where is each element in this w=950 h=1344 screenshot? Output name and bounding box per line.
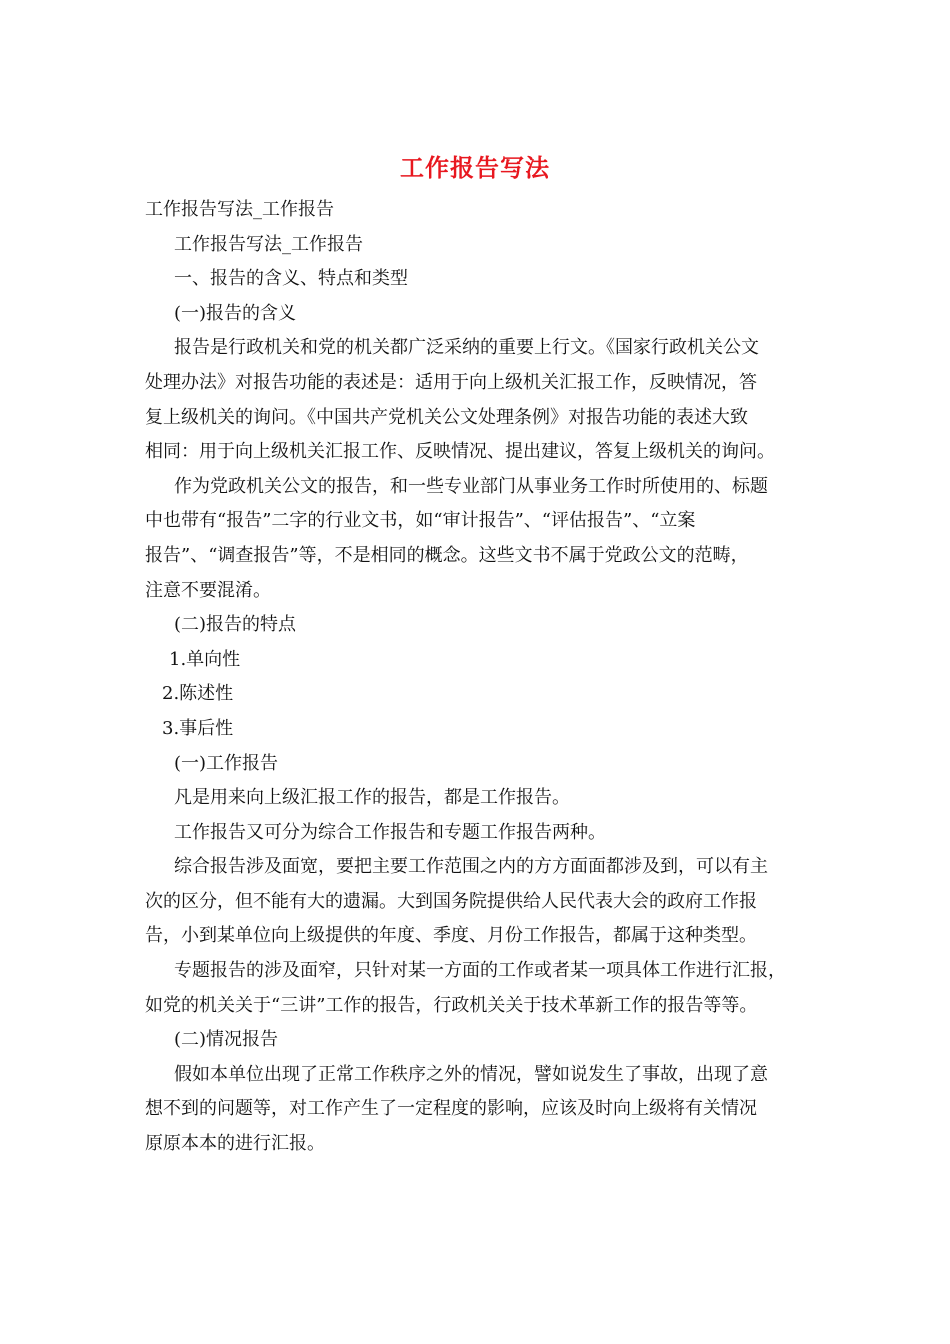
text-line: (二)情况报告 <box>174 1029 279 1051</box>
text-line: 工作报告又可分为综合工作报告和专题工作报告两种。 <box>174 821 606 843</box>
text-line: 中也带有“报告”二字的行业文书，如“审计报告”、“评估报告”、“立案 <box>145 510 696 532</box>
text-line: 工作报告写法_工作报告 <box>145 199 334 220</box>
text-line: 相同：用于向上级机关汇报工作、反映情况、提出建议，答复上级机关的询问。 <box>145 441 775 463</box>
text-line: 作为党政机关公文的报告，和一些专业部门从事业务工作时所使用的、标题 <box>174 475 768 497</box>
text-line: (二)报告的特点 <box>174 614 297 636</box>
text-line: 2.陈述性 <box>162 683 234 705</box>
text-line: 如党的机关关于“三讲”工作的报告，行政机关关于技术革新工作的报告等等。 <box>145 994 758 1016</box>
document-body <box>145 193 815 1162</box>
text-line: 一、报告的含义、特点和类型 <box>174 268 408 290</box>
text-line: 次的区分，但不能有大的遗漏。大到国务院提供给人民代表大会的政府工作报 <box>145 890 757 912</box>
text-line: 报告”、“调查报告”等，不是相同的概念。这些文书不属于党政公文的范畴， <box>145 544 749 566</box>
text-line: 处理办法》对报告功能的表述是：适用于向上级机关汇报工作，反映情况，答 <box>145 371 757 393</box>
text-line: 专题报告的涉及面窄，只针对某一方面的工作或者某一项具体工作进行汇报， <box>174 960 786 982</box>
text-line: 1.单向性 <box>169 648 241 670</box>
text-line: 原原本本的进行汇报。 <box>145 1133 325 1155</box>
text-line: 注意不要混淆。 <box>145 579 271 601</box>
document-title: 工作报告写法 <box>400 153 550 182</box>
text-line: 3.事后性 <box>162 717 234 739</box>
text-line: 想不到的问题等，对工作产生了一定程度的影响，应该及时向上级将有关情况 <box>145 1098 757 1120</box>
text-line: 报告是行政机关和党的机关都广泛采纳的重要上行文。《国家行政机关公文 <box>174 337 759 359</box>
text-line: 假如本单位出现了正常工作秩序之外的情况，譬如说发生了事故，出现了意 <box>174 1063 768 1085</box>
text-line: (一)工作报告 <box>174 752 279 774</box>
text-line: 复上级机关的询问。《中国共产党机关公文处理条例》对报告功能的表述大致 <box>145 406 748 428</box>
text-line: 凡是用来向上级汇报工作的报告，都是工作报告。 <box>174 787 570 809</box>
text-line: 工作报告写法_工作报告 <box>174 233 363 255</box>
text-line: 综合报告涉及面宽，要把主要工作范围之内的方方面面都涉及到，可以有主 <box>174 856 768 878</box>
text-line: 告，小到某单位向上级提供的年度、季度、月份工作报告，都属于这种类型。 <box>145 925 757 947</box>
text-line: (一)报告的含义 <box>174 302 297 324</box>
